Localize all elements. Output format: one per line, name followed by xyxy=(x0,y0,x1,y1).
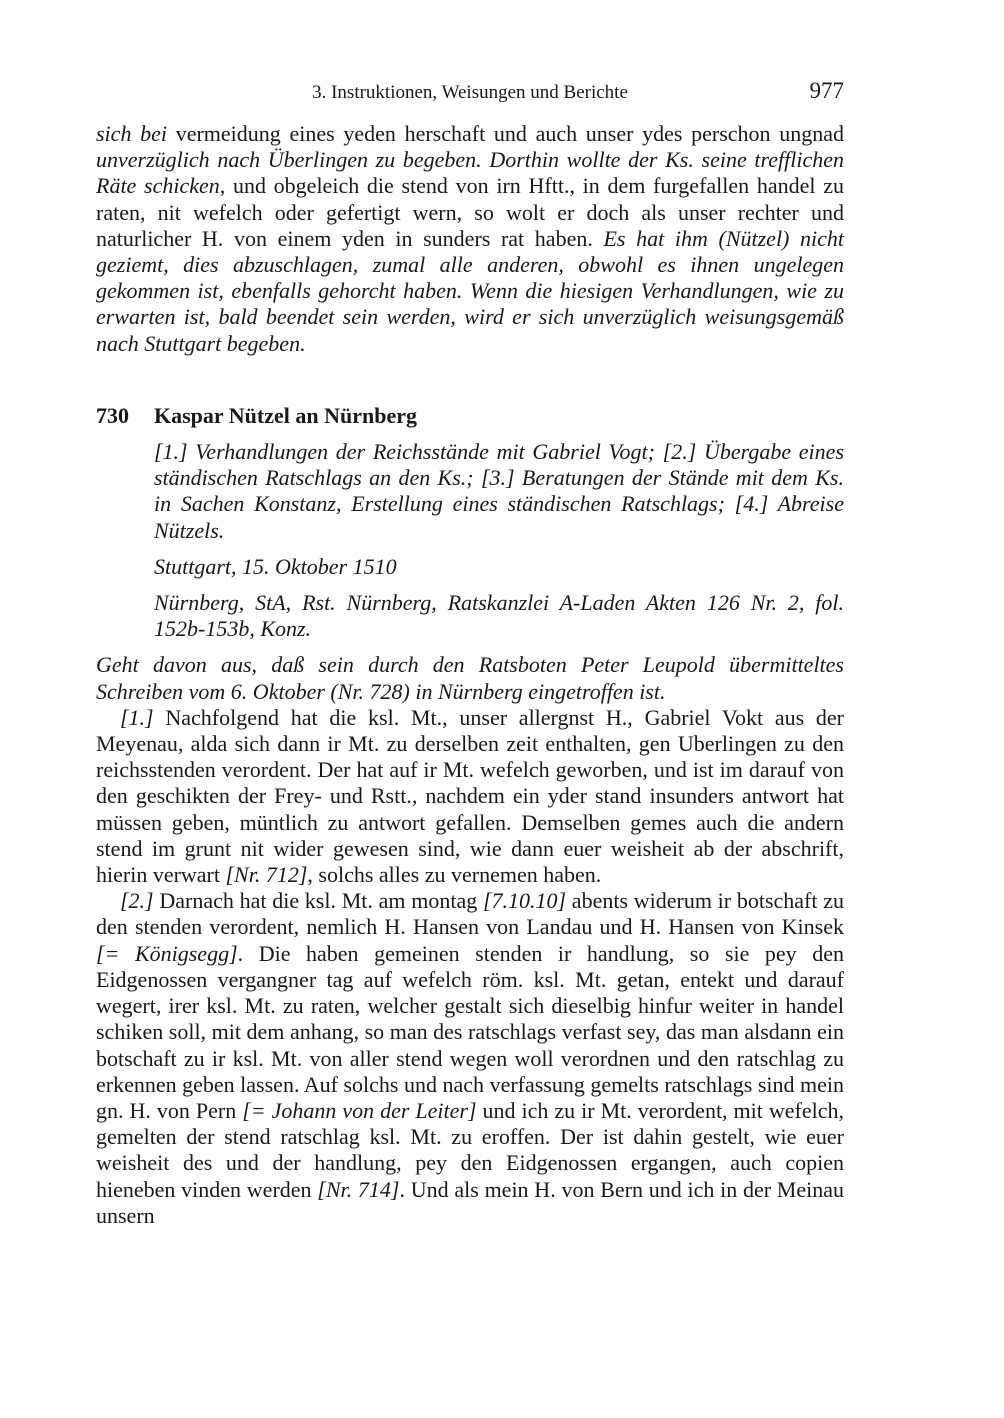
intro-italic-3: Es hat ihm (Nützel) nicht geziemt, dies abzuschlagen, zumal alle anderen, obwohl es ihnen ungelegen gekommen ist, ebenfalls gehorcht haben. Wenn die hiesigen Verhandlungen, wie zu erwarten ist, bald beendet sein werden, wird er sich unverzüglich weisungsgemäß nach Stuttgart begeben. xyxy=(96,225,845,356)
paragraph-2-mark: [2.] xyxy=(120,888,154,914)
leiter-annotation: [= Johann von der Leiter] xyxy=(242,1097,477,1123)
intro-italic-1: sich bei xyxy=(96,121,168,146)
paragraph-1-mark: [1.] xyxy=(120,704,154,730)
intro-text-1: vermeidung eines yeden herschaft und auch unser ydes perschon ungnad xyxy=(167,121,844,146)
running-header xyxy=(96,80,844,110)
paragraph-1: [1.] Nachfolgend hat die ksl. Mt., unser allergnst H., Gabriel Vokt aus der Meyenau, alda sich dann ir Mt. zu derselben zeit enthalten, gen Uberlingen zu den reichsstenden verordent. Der hat auf ir Mt. wefelch geworben, und ist im darauf von den geschikten der Frey- und Rstt., nachdem ein yder stand insunders antwort hat müssen geben, müntlich zu antwort gefallen. Demselben gemes auch die andern stend im grunt nit wider gewesen sind, wie dann euer weisheit ab der abschrift, hierin verwart [Nr. 712], solchs alles zu vernemen haben. xyxy=(96,704,844,888)
koenigsegg-annotation: [= Königsegg] xyxy=(96,940,238,966)
document-title: Kaspar Nützel an Nürnberg xyxy=(154,402,417,428)
body-text xyxy=(96,121,844,1229)
editorial-note: Geht davon aus, daß sein durch den Ratsboten Peter Leupold übermitteltes Schreiben vom 6. Oktober (Nr. 728) in Nürnberg eingetroffen ist. xyxy=(96,652,844,704)
document-heading xyxy=(96,403,844,429)
intro-paragraph xyxy=(96,121,844,357)
running-title: 3. Instruktionen, Weisungen und Berichte xyxy=(312,82,628,103)
source-reference: Nürnberg, StA, Rst. Nürnberg, Ratskanzlei A-Laden Akten 126 Nr. 2, fol. 152b-153b, Konz. xyxy=(154,590,844,642)
paragraph-2: [2.] Darnach hat die ksl. Mt. am montag [7.10.10] abents widerum ir botschaft zu den stenden verordent, nemlich H. Hansen von Landau und H. Hansen von Kinsek [= Königsegg]. Die haben gemeinen stenden ir handlung, so sie pey den Eidgenossen vergangner tag auf wefelch röm. ksl. Mt. getan, entekt und darauf wegert, irer ksl. Mt. zu raten, welcher gestalt sich dieselbig hinfur weiter in handel schiken soll, mit dem anhang, so man des ratschlags verfast sey, das man alsdann ein botschaft zu ir ksl. Mt. von aller stend wegen woll verordnen und den ratschlag zu erkennen geben lassen. Auf solchs und nach verfassung gemelts ratschlags sind mein gn. H. von Pern [= Johann von der Leiter] und ich zu ir Mt. verordent, mit wefelch, gemelten der stend ratschlag ksl. Mt. zu eroffen. Der ist dahin gestelt, wie euer weisheit des und der handlung, pey den Eidgenossen ergangen, auch copien hieneben vinden werden [Nr. 714]. Und als mein H. von Bern und ich in der Meinau unsern xyxy=(96,888,845,1228)
reference-nr-714: [Nr. 714] xyxy=(317,1176,400,1202)
place-date: Stuttgart, 15. Oktober 1510 xyxy=(154,553,397,579)
intro-text-2: und obgeleich die stend von irn Hftt., in dem furgefallen handel zu raten, nit wefelch oder gefertigt wern, so wolt er doch als unser rechter und naturlicher H. von einem yden in sunders rat haben. xyxy=(96,173,844,251)
date-annotation: [7.10.10] xyxy=(482,888,567,914)
document-number: 730 xyxy=(96,402,129,428)
intro-italic-2: unverzüglich nach Überlingen zu begeben. Dorthin wollte der Ks. seine trefflichen Räte schicken, xyxy=(96,147,844,199)
document-regest: [1.] Verhandlungen der Reichsstände mit Gabriel Vogt; [2.] Übergabe eines ständischen Ratschlags an den Ks.; [3.] Beratungen der Stände mit dem Ks. in Sachen Konstanz, Erstellung eines ständischen Ratschlags; [4.] Abreise Nützels. xyxy=(154,439,844,543)
page-number: 977 xyxy=(809,78,844,103)
reference-nr-712: [Nr. 712] xyxy=(225,862,308,888)
